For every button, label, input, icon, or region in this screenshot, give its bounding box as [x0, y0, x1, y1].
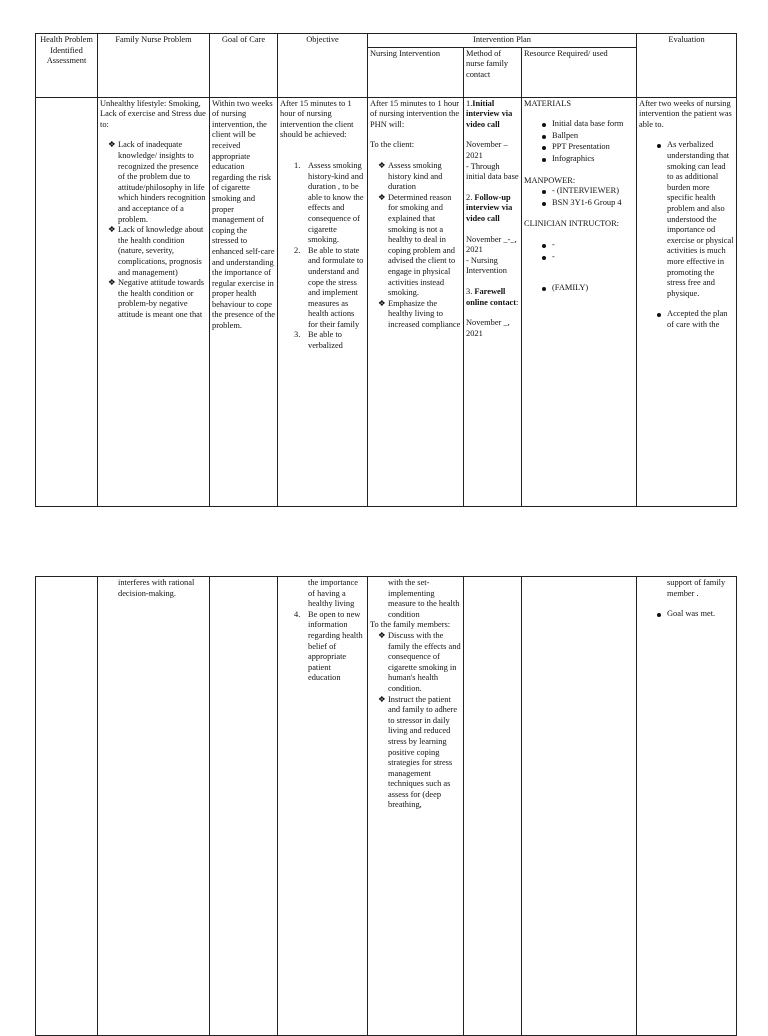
cell-evaluation: [637, 577, 737, 1036]
objective-intro: After 15 minutes to 1 hour of nursing intervention the client should be achieved:: [280, 98, 354, 140]
evaluation-item: Goal was met.: [657, 609, 734, 620]
method-1: 1.Initial interview via video call: [466, 98, 513, 129]
header-evaluation: Evaluation: [637, 34, 737, 98]
objective-list: [280, 161, 365, 352]
nursing-family-label: To the family members:: [370, 620, 451, 630]
list-item: (FAMILY): [542, 283, 634, 294]
evaluation-continued: support of family member .: [667, 578, 726, 598]
list-item: PPT Presentation: [542, 142, 634, 153]
nursing-intro: After 15 minutes to 1 hour of nursing intervention the PHN will:: [370, 98, 460, 129]
cell-evaluation: [637, 97, 737, 506]
family-list: [524, 283, 634, 294]
header-resources: Resource Required/ used: [522, 47, 637, 97]
problem-item: ❖ Negative attitude towards the health condition or problem-by negative attitude is meant one that: [108, 278, 205, 319]
cell-objective: [278, 97, 368, 506]
materials-label: MATERIALS: [524, 98, 571, 108]
header-health-problem: Health Problem Identified Assessment: [36, 34, 98, 98]
nursing-continued: with the set-implementing measure to the health condition: [388, 578, 460, 619]
manpower-list: [524, 186, 634, 208]
diamond-bullet-icon: ❖: [378, 192, 386, 202]
nursing-client-label: To the client:: [370, 140, 415, 150]
cell-goal-of-care: [210, 577, 278, 1036]
evaluation-list: [639, 140, 734, 330]
instructor-label: CLINICIAN INTRUCTOR:: [524, 219, 619, 229]
objective-list: [280, 610, 365, 684]
problem-item: ❖ Lack of knowledge about the health condition (nature, severity, complications, prognosis and management): [108, 225, 204, 277]
list-item: -: [542, 252, 634, 263]
diamond-bullet-icon: ❖: [378, 298, 386, 308]
list-item: Infographics: [542, 154, 634, 165]
cell-goal-of-care: [210, 97, 278, 506]
problem-intro: Unhealthy lifestyle: Smoking, Lack of exercise and Stress due to:: [100, 98, 206, 129]
problem-item: ❖ Lack of inadequate knowledge/ insights to recognized the presence of the problem due to attitude/philosophy in life which hinders recognition and acceptance of a problem.: [108, 140, 206, 224]
objective-item: 4. Be open to new information regarding health belief of appropriate patient education: [294, 609, 363, 683]
list-item: BSN 3Y1-6 Group 4: [542, 198, 634, 209]
objective-item: 3. Be able to verbalized: [294, 330, 343, 351]
list-item: Initial data base form: [542, 119, 634, 130]
nursing-list: [370, 631, 461, 811]
header-objective: Objective: [278, 34, 368, 98]
problem-continued: interferes with rational decision-making.: [118, 578, 195, 598]
header-method-of-contact: Method of nurse family contact: [464, 47, 522, 97]
nursing-item: ❖ Emphasize the healthy living to increased compliance: [378, 298, 461, 329]
cell-family-nurse-problem: [98, 97, 210, 506]
method-2-date: November _-_, 2021: [466, 234, 517, 255]
objective-item: 1. Assess smoking history-kind and duration , to be able to know the effects and consequence of cigarette smoking.: [294, 160, 364, 245]
list-item: - (INTERVIEWER): [542, 186, 634, 197]
care-plan-table-page-1: [35, 33, 737, 507]
header-nursing-intervention: Nursing Intervention: [368, 47, 464, 97]
diamond-bullet-icon: ❖: [108, 140, 116, 150]
list-item: -: [542, 240, 634, 251]
cell-method-of-contact: [464, 577, 522, 1036]
evaluation-item: As verbalized understanding that smoking can lead to as additional burden more specific health problem and also understood the importance od exercise or physical activities is much more effective in promoting the stress free and physique.: [657, 140, 734, 299]
nursing-list: [370, 161, 461, 331]
method-2: 2. Follow-up interview via video call: [466, 192, 513, 223]
problem-list: [100, 140, 207, 320]
method-2-note: - Nursing Intervention: [466, 255, 507, 276]
cell-objective: [278, 577, 368, 1036]
cell-nursing-intervention: [368, 577, 464, 1036]
objective-continued: the importance of having a healthy living: [308, 578, 358, 609]
instructor-list: [524, 240, 634, 262]
header-goal-of-care: Goal of Care: [210, 34, 278, 98]
header-family-nurse-problem: Family Nurse Problem: [98, 34, 210, 98]
diamond-bullet-icon: ❖: [378, 630, 386, 640]
evaluation-list: [639, 609, 734, 620]
objective-item: 2. Be able to state and formulate to understand and cope the stress and implement measures as health actions for their family: [294, 245, 364, 329]
method-3-date: November _, 2021: [466, 318, 510, 338]
method-1-date: November – 2021: [466, 140, 508, 160]
cell-resources: [522, 97, 637, 506]
list-item: Ballpen: [542, 131, 634, 142]
cell-health-problem: [36, 97, 98, 506]
goal-text: Within two weeks of nursing intervention, the client will be received appropriate education regarding the risk of cigarette smoking and proper management of coping the stressed to enhanced self-care and understanding the importance of regular exercise in proper health behaviour to cope the presence of the problem.: [212, 98, 276, 331]
nursing-item: ❖ Determined reason for smoking and explained that smoking is not a healthy to deal in coping problem and advised the client to engage in physical activities instead smoking.: [378, 192, 456, 298]
diamond-bullet-icon: ❖: [108, 278, 116, 288]
cell-health-problem: [36, 577, 98, 1036]
method-3: 3. Farewell online contact:: [466, 286, 519, 307]
diamond-bullet-icon: ❖: [378, 694, 386, 704]
care-plan-table-page-2: [35, 576, 737, 1036]
cell-nursing-intervention: [368, 97, 464, 506]
nursing-item: ❖ Instruct the patient and family to adhere to stressor in daily living and reduced stress by learning positive coping strategies for stress management techniques such as assess for (deep breathing,: [378, 694, 458, 810]
cell-method-of-contact: [464, 97, 522, 506]
nursing-item: ❖ Discuss with the family the effects and consequence of cigarette smoking in human's health condition.: [378, 630, 461, 693]
evaluation-intro: After two weeks of nursing intervention the patient was able to.: [639, 98, 732, 129]
cell-resources: [522, 577, 637, 1036]
header-intervention-plan: Intervention Plan: [368, 34, 637, 48]
nursing-item: ❖ Assess smoking history kind and duration: [378, 160, 443, 192]
materials-list: [524, 119, 634, 164]
diamond-bullet-icon: ❖: [108, 225, 116, 235]
method-1-note: - Through initial data base: [466, 161, 519, 182]
evaluation-item: Accepted the plan of care with the: [657, 309, 734, 330]
diamond-bullet-icon: ❖: [378, 160, 386, 170]
cell-family-nurse-problem: [98, 577, 210, 1036]
manpower-label: MANPOWER:: [524, 175, 576, 185]
